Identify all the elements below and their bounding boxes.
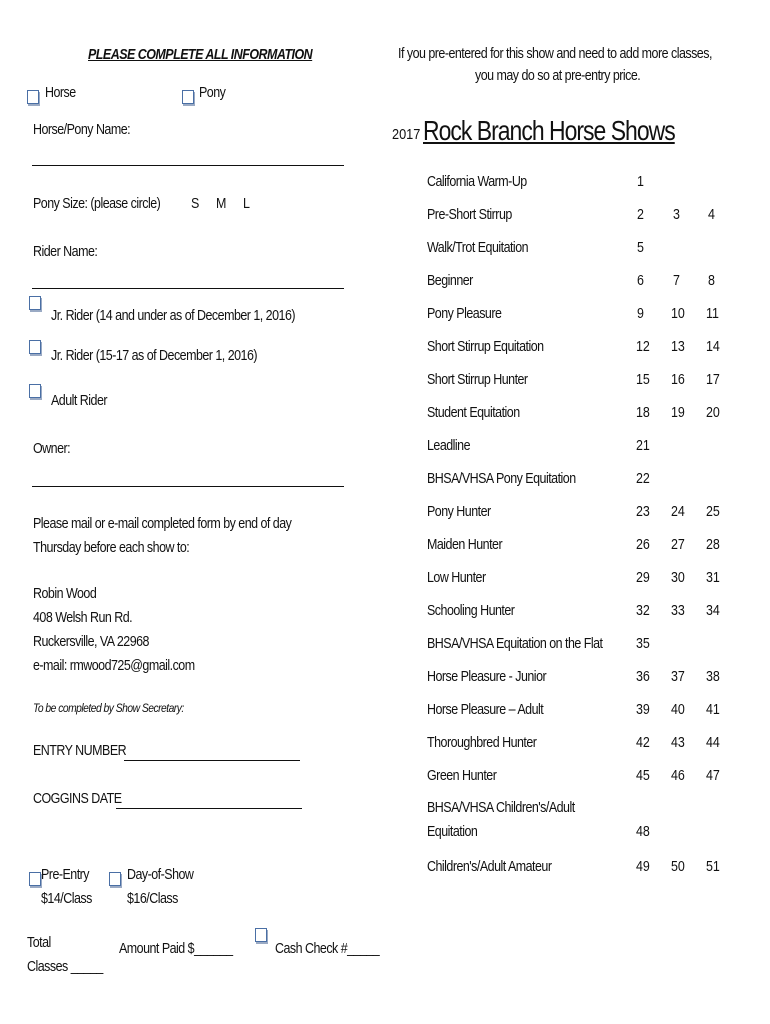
class-number[interactable]: 27: [671, 537, 685, 553]
pony-size-m[interactable]: M: [216, 196, 226, 212]
class-name: Student Equitation: [427, 405, 520, 421]
pre-entry-label: Pre-Entry: [41, 867, 90, 883]
class-number[interactable]: 10: [671, 306, 685, 322]
class-name: Short Stirrup Hunter: [427, 372, 528, 388]
class-name: Horse Pleasure – Adult: [427, 702, 544, 718]
class-number[interactable]: 39: [636, 702, 650, 718]
class-name: Pre-Short Stirrup: [427, 207, 512, 223]
show-title: Rock Branch Horse Shows: [423, 115, 675, 146]
rider-name-label: Rider Name:: [33, 244, 98, 260]
jr-rider-15-checkbox[interactable]: [29, 340, 41, 354]
class-number[interactable]: 12: [636, 339, 650, 355]
cash-check-checkbox[interactable]: [255, 928, 267, 942]
mail-instructions-1: Please mail or e-mail completed form by end of day: [33, 516, 292, 532]
class-name: California Warm-Up: [427, 174, 527, 190]
coggins-date-line[interactable]: [116, 808, 302, 809]
address-name: Robin Wood: [33, 586, 97, 602]
class-number[interactable]: 25: [706, 504, 720, 520]
class-number[interactable]: 11: [706, 306, 719, 322]
entry-number-line[interactable]: [124, 760, 300, 761]
class-number[interactable]: 35: [636, 636, 650, 652]
total-label: Total: [27, 935, 51, 951]
pre-entry-checkbox[interactable]: [29, 872, 41, 886]
class-number[interactable]: 34: [706, 603, 720, 619]
class-row: [427, 240, 747, 260]
class-number[interactable]: 44: [706, 735, 720, 751]
horse-pony-name-label: Horse/Pony Name:: [33, 122, 131, 138]
coggins-date-label: COGGINS DATE: [33, 791, 122, 807]
class-number[interactable]: 46: [671, 768, 685, 784]
class-number[interactable]: 17: [706, 372, 720, 388]
day-of-show-price: $16/Class: [127, 891, 178, 907]
class-row: [427, 603, 747, 623]
class-number[interactable]: 43: [671, 735, 685, 751]
class-row: [427, 372, 747, 392]
class-row: [427, 471, 747, 491]
class-number[interactable]: 29: [636, 570, 650, 586]
class-row: [427, 669, 747, 689]
jr-rider-15-label: Jr. Rider (15-17 as of December 1, 2016): [51, 348, 258, 364]
class-number[interactable]: 7: [673, 273, 680, 289]
class-number[interactable]: 50: [671, 859, 685, 875]
class-name: Beginner: [427, 273, 473, 289]
class-number[interactable]: 5: [637, 240, 644, 256]
class-number[interactable]: 41: [706, 702, 720, 718]
class-name-line2: Equitation: [427, 824, 478, 840]
class-row: [427, 273, 747, 293]
class-number[interactable]: 1: [637, 174, 644, 190]
class-number[interactable]: 19: [671, 405, 685, 421]
class-number[interactable]: 30: [671, 570, 685, 586]
class-number[interactable]: 4: [708, 207, 715, 223]
show-year: 2017: [392, 126, 421, 143]
class-number[interactable]: 3: [673, 207, 680, 223]
class-row: [427, 800, 747, 846]
class-row: [427, 636, 747, 656]
form-heading: PLEASE COMPLETE ALL INFORMATION: [88, 47, 313, 63]
pony-checkbox[interactable]: [182, 90, 194, 104]
class-name: BHSA/VHSA Children's/Adult: [427, 800, 575, 816]
class-number[interactable]: 6: [637, 273, 644, 289]
class-row: [427, 859, 747, 879]
pony-size-s[interactable]: S: [191, 196, 199, 212]
class-number[interactable]: 8: [708, 273, 715, 289]
class-row: [427, 735, 747, 755]
amount-paid-field[interactable]: Amount Paid $______: [119, 941, 233, 957]
class-number[interactable]: 51: [706, 859, 720, 875]
class-name: Thoroughbred Hunter: [427, 735, 537, 751]
class-row: [427, 174, 747, 194]
class-name: Short Stirrup Equitation: [427, 339, 544, 355]
class-number[interactable]: 20: [706, 405, 720, 421]
class-row: [427, 570, 747, 590]
class-number[interactable]: 22: [636, 471, 650, 487]
day-of-show-checkbox[interactable]: [109, 872, 121, 886]
class-row: [427, 537, 747, 557]
class-name: Pony Hunter: [427, 504, 491, 520]
class-number[interactable]: 31: [706, 570, 720, 586]
class-name: Horse Pleasure - Junior: [427, 669, 547, 685]
class-number[interactable]: 32: [636, 603, 650, 619]
class-number[interactable]: 2: [637, 207, 644, 223]
horse-checkbox[interactable]: [27, 90, 39, 104]
class-name: Maiden Hunter: [427, 537, 503, 553]
class-name: Leadline: [427, 438, 471, 454]
class-name: Pony Pleasure: [427, 306, 502, 322]
pony-size-label: Pony Size: (please circle): [33, 196, 161, 212]
class-row: [427, 702, 747, 722]
horse-pony-name-line[interactable]: [32, 165, 344, 166]
class-number[interactable]: 16: [671, 372, 685, 388]
class-name: Schooling Hunter: [427, 603, 515, 619]
class-number[interactable]: 21: [636, 438, 650, 454]
address-email: e-mail: rmwood725@gmail.com: [33, 658, 195, 674]
class-row: [427, 405, 747, 425]
owner-label: Owner:: [33, 441, 71, 457]
mail-instructions-2: Thursday before each show to:: [33, 540, 190, 556]
address-street: 408 Welsh Run Rd.: [33, 610, 133, 626]
address-city: Ruckersville, VA 22968: [33, 634, 149, 650]
class-number[interactable]: 28: [706, 537, 720, 553]
day-of-show-label: Day-of-Show: [127, 867, 194, 883]
class-number[interactable]: 48: [636, 824, 650, 840]
horse-label: Horse: [45, 85, 76, 101]
class-number[interactable]: 23: [636, 504, 650, 520]
class-number[interactable]: 36: [636, 669, 650, 685]
class-number[interactable]: 40: [671, 702, 685, 718]
class-number[interactable]: 15: [636, 372, 650, 388]
jr-rider-14-checkbox[interactable]: [29, 296, 41, 310]
class-number[interactable]: 37: [671, 669, 685, 685]
pre-entry-note-2: you may do so at pre-entry price.: [475, 68, 641, 84]
owner-line[interactable]: [32, 486, 344, 487]
class-number[interactable]: 13: [671, 339, 685, 355]
class-name: Children's/Adult Amateur: [427, 859, 552, 875]
total-classes-field[interactable]: Classes _____: [27, 959, 103, 975]
entry-number-label: ENTRY NUMBER: [33, 743, 127, 759]
class-number[interactable]: 9: [637, 306, 644, 322]
class-number[interactable]: 45: [636, 768, 650, 784]
class-number[interactable]: 26: [636, 537, 650, 553]
pony-label: Pony: [199, 85, 226, 101]
class-number[interactable]: 38: [706, 669, 720, 685]
class-name: Low Hunter: [427, 570, 486, 586]
pony-size-l[interactable]: L: [243, 196, 250, 212]
secretary-note: To be completed by Show Secretary:: [33, 701, 184, 715]
class-number[interactable]: 42: [636, 735, 650, 751]
pre-entry-price: $14/Class: [41, 891, 92, 907]
class-name: BHSA/VHSA Equitation on the Flat: [427, 636, 603, 652]
class-number[interactable]: 24: [671, 504, 685, 520]
class-number[interactable]: 18: [636, 405, 650, 421]
class-row: [427, 339, 747, 359]
adult-rider-label: Adult Rider: [51, 393, 108, 409]
class-name: BHSA/VHSA Pony Equitation: [427, 471, 576, 487]
pre-entry-note-1: If you pre-entered for this show and need to add more classes,: [398, 46, 712, 62]
class-name: Green Hunter: [427, 768, 497, 784]
class-name: Walk/Trot Equitation: [427, 240, 529, 256]
class-number[interactable]: 47: [706, 768, 720, 784]
class-number[interactable]: 33: [671, 603, 685, 619]
class-number[interactable]: 49: [636, 859, 650, 875]
class-row: [427, 504, 747, 524]
jr-rider-14-label: Jr. Rider (14 and under as of December 1, 2016): [51, 308, 296, 324]
class-row: [427, 438, 747, 458]
class-row: [427, 306, 747, 326]
rider-name-line[interactable]: [32, 288, 344, 289]
class-row: [427, 768, 747, 788]
class-row: [427, 207, 747, 227]
adult-rider-checkbox[interactable]: [29, 384, 41, 398]
cash-check-field[interactable]: Cash Check #_____: [275, 941, 380, 957]
class-number[interactable]: 14: [706, 339, 720, 355]
